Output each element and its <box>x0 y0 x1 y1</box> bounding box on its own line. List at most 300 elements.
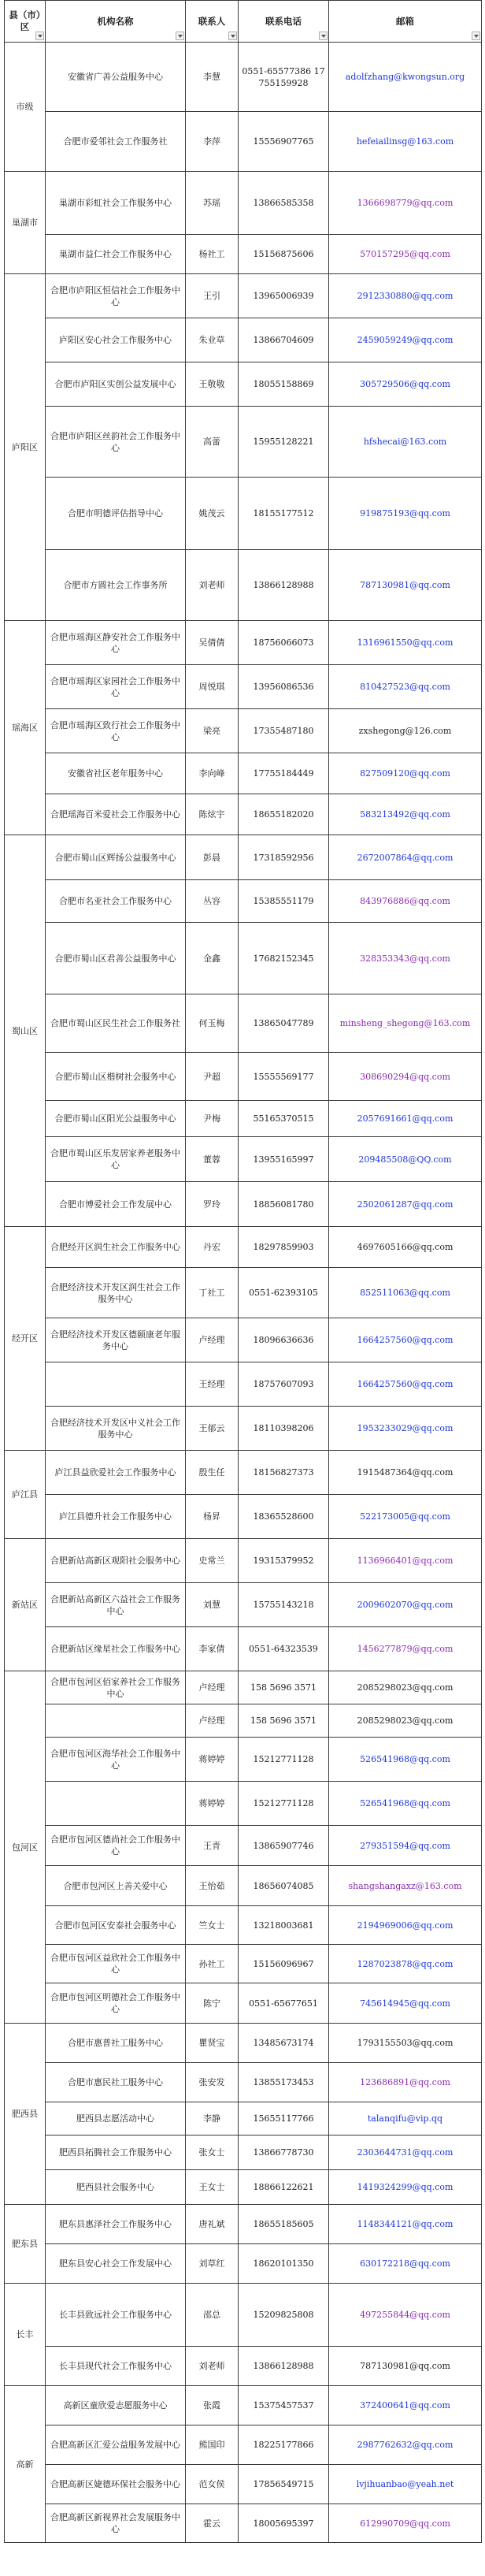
table-row <box>5 1782 482 1826</box>
contact-cell: 尹超 <box>186 1053 239 1101</box>
table-row <box>5 1983 482 2024</box>
contact-cell: 陈炫宇 <box>186 794 239 835</box>
email-link[interactable]: 328353343@qq.com <box>360 953 450 964</box>
email-cell <box>329 1945 482 1983</box>
org-name-cell: 合肥经济技术开发区德颐康老年服务中心 <box>46 1318 186 1362</box>
table-row <box>5 1906 482 1945</box>
phone-cell: 15556907765 <box>239 112 329 172</box>
email-cell <box>329 1671 482 1704</box>
table-row <box>5 753 482 794</box>
email-cell <box>329 1704 482 1738</box>
email-link[interactable]: 2672007864@qq.com <box>357 852 454 863</box>
email-cell <box>329 2205 482 2244</box>
email-text: zxshegong@126.com <box>358 726 452 736</box>
org-name-cell: 巢湖市益仁社会工作服务中心 <box>46 235 186 274</box>
region-cell: 长丰 <box>5 2284 46 2386</box>
email-link[interactable]: 1456277879@qq.com <box>357 1644 454 1654</box>
email-link[interactable]: 1148344121@qq.com <box>357 2219 454 2229</box>
phone-cell: 15955128221 <box>239 407 329 478</box>
table-row <box>5 112 482 172</box>
org-name-cell: 长丰县现代社会工作服务中心 <box>46 2347 186 2386</box>
email-cell <box>329 235 482 274</box>
contact-cell: 张女士 <box>186 2136 239 2170</box>
email-link[interactable]: 630172218@qq.com <box>360 2258 450 2269</box>
org-name-cell: 合肥高新区汇爱公益服务发展中心 <box>46 2425 186 2465</box>
phone-cell: 18655182020 <box>239 794 329 835</box>
phone-cell: 18096636636 <box>239 1318 329 1362</box>
region-cell: 新站区 <box>5 1539 46 1671</box>
email-cell <box>329 407 482 478</box>
email-text: 2085298023@qq.com <box>357 1682 454 1693</box>
contact-cell: 霍云 <box>186 2504 239 2543</box>
email-cell <box>329 835 482 880</box>
table-row <box>5 1362 482 1407</box>
table-row <box>5 709 482 753</box>
filter-dropdown-icon[interactable] <box>319 32 328 40</box>
email-link[interactable]: 2057691661@qq.com <box>357 1113 454 1124</box>
org-name-cell: 肥东县安心社会工作发展中心 <box>46 2244 186 2284</box>
org-name-cell: 合肥市包河区海华社会工作服务中心 <box>46 1738 186 1782</box>
table-header <box>5 1 482 43</box>
table-row <box>5 1671 482 1704</box>
email-cell <box>329 2244 482 2284</box>
header-org[interactable]: 机构名称 <box>46 1 186 43</box>
email-cell <box>329 1407 482 1451</box>
email-link[interactable]: 1136966401@qq.com <box>357 1556 454 1566</box>
table-row <box>5 2102 482 2136</box>
email-cell <box>329 1627 482 1671</box>
table-row <box>5 2244 482 2284</box>
phone-cell: 15156096967 <box>239 1945 329 1983</box>
email-link[interactable]: 2194969006@qq.com <box>357 1920 454 1931</box>
phone-cell: 18055158869 <box>239 362 329 407</box>
phone-cell: 13866778730 <box>239 2136 329 2170</box>
phone-cell: 18110398206 <box>239 1407 329 1451</box>
contact-cell: 唐礼斌 <box>186 2205 239 2244</box>
org-name-cell <box>46 1362 186 1407</box>
contact-cell: 陈宁 <box>186 1983 239 2024</box>
contact-cell: 吴倩倩 <box>186 621 239 665</box>
email-link[interactable]: talanqifu@vip.qq <box>367 2113 443 2124</box>
contact-cell: 卢经理 <box>186 1318 239 1362</box>
email-link[interactable]: 279351594@qq.com <box>360 1840 450 1851</box>
org-name-cell: 合肥市包河区益欣社会工作服务中心 <box>46 1945 186 1983</box>
table-row <box>5 2425 482 2465</box>
org-name-cell: 安徽省社区老年服务中心 <box>46 753 186 794</box>
org-name-cell: 合肥市爱邻社会工作服务社 <box>46 112 186 172</box>
org-name-cell: 庐江县益欣爱社会工作服务中心 <box>46 1451 186 1495</box>
phone-cell: 19315379952 <box>239 1539 329 1583</box>
email-link[interactable]: 810427523@qq.com <box>360 682 450 692</box>
phone-cell: 18155177512 <box>239 478 329 550</box>
email-link[interactable]: 843976886@qq.com <box>360 896 450 906</box>
email-cell <box>329 1495 482 1539</box>
table-row <box>5 318 482 362</box>
contact-cell: 蒋婷婷 <box>186 1782 239 1826</box>
email-link[interactable]: adolfzhang@kwongsun.org <box>345 72 465 82</box>
table-row <box>5 2284 482 2347</box>
table-row <box>5 274 482 318</box>
table-row <box>5 407 482 478</box>
email-cell <box>329 1451 482 1495</box>
phone-cell: 18365528600 <box>239 1495 329 1539</box>
email-cell <box>329 2347 482 2386</box>
contact-cell: 竺女士 <box>186 1906 239 1945</box>
contact-cell: 刘老师 <box>186 550 239 621</box>
phone-cell: 158 5696 3571 <box>239 1671 329 1704</box>
phone-cell: 17682152345 <box>239 923 329 994</box>
org-name-cell: 合肥高新区婕德环保社会服务中心 <box>46 2465 186 2504</box>
phone-cell: 17318592956 <box>239 835 329 880</box>
region-cell: 经开区 <box>5 1227 46 1451</box>
phone-cell: 15385551179 <box>239 880 329 923</box>
email-cell <box>329 2063 482 2102</box>
org-name-cell: 合肥市方圆社会工作事务所 <box>46 550 186 621</box>
org-name-cell: 合肥市蜀山区君善公益服务中心 <box>46 923 186 994</box>
email-link[interactable]: 570157295@qq.com <box>360 249 450 259</box>
email-text: 1915487364@qq.com <box>357 1467 454 1478</box>
email-link[interactable]: 583213492@qq.com <box>360 809 450 820</box>
org-name-cell: 庐阳区安心社会工作服务中心 <box>46 318 186 362</box>
contact-cell: 梁亮 <box>186 709 239 753</box>
region-cell: 瑶海区 <box>5 621 46 835</box>
contact-cell: 王郁云 <box>186 1407 239 1451</box>
email-cell <box>329 1227 482 1268</box>
phone-cell: 0551-65577386 17755159928 <box>239 43 329 112</box>
contact-cell: 邵总 <box>186 2284 239 2347</box>
email-link[interactable]: 1419324299@qq.com <box>357 2182 454 2192</box>
email-link[interactable]: 1953233029@qq.com <box>357 1423 454 1433</box>
contact-cell: 张安发 <box>186 2063 239 2102</box>
email-cell <box>329 1268 482 1318</box>
org-name-cell: 高新区童欣爱志愿服务中心 <box>46 2386 186 2425</box>
table-row <box>5 1407 482 1451</box>
org-name-cell: 合肥新站高新区观阳社会服务中心 <box>46 1539 186 1583</box>
email-cell <box>329 2170 482 2205</box>
contact-cell: 丹宏 <box>186 1227 239 1268</box>
header-contact[interactable]: 联系人 <box>186 1 239 43</box>
phone-cell: 18756066073 <box>239 621 329 665</box>
filter-dropdown-icon[interactable] <box>228 32 237 40</box>
email-link[interactable]: 852511063@qq.com <box>360 1288 450 1298</box>
table-row <box>5 2136 482 2170</box>
phone-cell: 158 5696 3571 <box>239 1704 329 1738</box>
contact-cell: 杨社工 <box>186 235 239 274</box>
region-cell: 庐阳区 <box>5 274 46 621</box>
region-cell: 蜀山区 <box>5 835 46 1227</box>
table-row <box>5 2024 482 2063</box>
table-row <box>5 1101 482 1137</box>
contact-cell: 彭晨 <box>186 835 239 880</box>
contact-cell: 史常兰 <box>186 1539 239 1583</box>
email-cell <box>329 43 482 112</box>
phone-cell: 13865047789 <box>239 994 329 1053</box>
email-link[interactable]: lvjihuanbao@yeah.net <box>356 2479 454 2489</box>
region-cell: 市级 <box>5 43 46 172</box>
phone-cell: 17755184449 <box>239 753 329 794</box>
org-name-cell: 合肥市庐阳区丝韵社会工作服务中心 <box>46 407 186 478</box>
table-row <box>5 172 482 235</box>
org-name-cell: 合肥新站高新区六益社会工作服务中心 <box>46 1583 186 1627</box>
email-link[interactable]: 1287023878@qq.com <box>357 1958 454 1969</box>
contact-cell: 张霞 <box>186 2386 239 2425</box>
email-cell <box>329 2024 482 2063</box>
table-row <box>5 923 482 994</box>
table-row <box>5 1227 482 1268</box>
org-name-cell: 合肥市蜀山区民生社会工作服务社 <box>46 994 186 1053</box>
table-row <box>5 362 482 407</box>
email-link[interactable]: 209485508@QQ.com <box>358 1154 452 1165</box>
filter-dropdown-icon[interactable] <box>472 32 480 40</box>
email-link[interactable]: 526541968@qq.com <box>360 1754 450 1764</box>
table-row <box>5 835 482 880</box>
email-link[interactable]: shangshangaxz@163.com <box>348 1880 462 1891</box>
email-link[interactable]: 1664257560@qq.com <box>357 1379 454 1389</box>
table-row <box>5 1182 482 1227</box>
email-cell <box>329 994 482 1053</box>
org-name-cell: 合肥经开区润生社会工作服务中心 <box>46 1227 186 1268</box>
email-cell <box>329 1583 482 1627</box>
contact-cell: 姚茂云 <box>186 478 239 550</box>
email-link[interactable]: 2459059249@qq.com <box>357 335 454 345</box>
phone-cell: 15375457537 <box>239 2386 329 2425</box>
table-row <box>5 550 482 621</box>
header-row <box>5 1 482 43</box>
table-row <box>5 1738 482 1782</box>
phone-cell: 18620101350 <box>239 2244 329 2284</box>
email-link[interactable]: 497255844@qq.com <box>360 2310 450 2320</box>
phone-cell: 15755143218 <box>239 1583 329 1627</box>
email-link[interactable]: 827509120@qq.com <box>360 768 450 779</box>
org-name-cell: 庐江县德升社会工作服务中心 <box>46 1495 186 1539</box>
email-cell <box>329 2386 482 2425</box>
contact-cell: 刘老师 <box>186 2347 239 2386</box>
org-name-cell: 合肥市庐阳区实创公益发展中心 <box>46 362 186 407</box>
phone-cell: 18225177866 <box>239 2425 329 2465</box>
table-row <box>5 2465 482 2504</box>
email-link[interactable]: 1316961550@qq.com <box>357 637 454 648</box>
email-cell <box>329 709 482 753</box>
table-row <box>5 1137 482 1182</box>
contact-cell: 李静 <box>186 2102 239 2136</box>
email-link[interactable]: 787130981@qq.com <box>360 580 450 590</box>
contact-cell: 熊国印 <box>186 2425 239 2465</box>
email-cell <box>329 112 482 172</box>
table-row <box>5 1495 482 1539</box>
email-link[interactable]: hfshecai@163.com <box>363 437 447 447</box>
contact-cell: 何玉梅 <box>186 994 239 1053</box>
table-row <box>5 1866 482 1906</box>
email-cell <box>329 2102 482 2136</box>
email-text: 1793155503@qq.com <box>357 2038 454 2048</box>
email-cell <box>329 1539 482 1583</box>
region-cell: 肥东县 <box>5 2205 46 2284</box>
org-name-cell: 合肥瑶海百米爱社会工作服务中心 <box>46 794 186 835</box>
email-cell <box>329 2425 482 2465</box>
phone-cell: 18297859903 <box>239 1227 329 1268</box>
table-row <box>5 1053 482 1101</box>
email-link[interactable]: 372400641@qq.com <box>360 2400 450 2411</box>
org-name-cell: 长丰县致远社会工作服务中心 <box>46 2284 186 2347</box>
contact-cell: 蒋婷婷 <box>186 1738 239 1782</box>
email-cell <box>329 1738 482 1782</box>
phone-cell: 15555569177 <box>239 1053 329 1101</box>
phone-cell: 17856549715 <box>239 2465 329 2504</box>
phone-cell: 15209825808 <box>239 2284 329 2347</box>
email-cell <box>329 880 482 923</box>
org-name-cell: 合肥市包河区上善关爱中心 <box>46 1866 186 1906</box>
phone-cell: 0551-62393105 <box>239 1268 329 1318</box>
phone-cell: 13866585358 <box>239 172 329 235</box>
contact-cell: 范女侯 <box>186 2465 239 2504</box>
header-region[interactable]: 县（市）区 <box>5 1 46 43</box>
email-link[interactable]: 2009602070@qq.com <box>357 1600 454 1610</box>
phone-cell: 13866704609 <box>239 318 329 362</box>
contact-cell: 瞿贤宝 <box>186 2024 239 2063</box>
email-cell <box>329 1362 482 1407</box>
email-text: 4697605166@qq.com <box>357 1242 454 1252</box>
email-cell <box>329 478 482 550</box>
email-link[interactable]: 123686891@qq.com <box>360 2077 450 2087</box>
email-link[interactable]: 305729506@qq.com <box>360 379 450 389</box>
table-row <box>5 1627 482 1671</box>
email-text: 787130981@qq.com <box>360 2361 450 2371</box>
phone-cell: 13485673174 <box>239 2024 329 2063</box>
contact-cell: 李家倩 <box>186 1627 239 1671</box>
org-name-cell: 合肥市惠民社工服务中心 <box>46 2063 186 2102</box>
email-link[interactable]: 2912330880@qq.com <box>357 291 454 301</box>
org-name-cell: 合肥经济技术开发区润生社会工作服务中心 <box>46 1268 186 1318</box>
contact-cell: 丁社工 <box>186 1268 239 1318</box>
table-row <box>5 1704 482 1738</box>
phone-cell: 13956086536 <box>239 665 329 709</box>
table-row <box>5 1945 482 1983</box>
table-row <box>5 665 482 709</box>
email-cell <box>329 1101 482 1137</box>
email-link[interactable]: 2303644731@qq.com <box>357 2147 454 2158</box>
email-link[interactable]: 745614945@qq.com <box>360 1998 450 2009</box>
org-name-cell: 合肥市包河区安泰社会服务中心 <box>46 1906 186 1945</box>
org-name-cell: 合肥高新区新视界社会发展服务中心 <box>46 2504 186 2543</box>
email-link[interactable]: minsheng_shegong@163.com <box>339 1018 471 1028</box>
email-link[interactable]: 2502061287@qq.com <box>357 1199 454 1210</box>
contact-cell: 王引 <box>186 274 239 318</box>
email-cell <box>329 2465 482 2504</box>
phone-cell: 13865907746 <box>239 1826 329 1866</box>
org-name-cell: 合肥市蜀山区楷树社会服务中心 <box>46 1053 186 1101</box>
email-cell <box>329 2136 482 2170</box>
org-name-cell <box>46 1782 186 1826</box>
org-name-cell: 合肥市蜀山区乐发居家养老服务中心 <box>46 1137 186 1182</box>
contact-cell: 王青 <box>186 1826 239 1866</box>
email-link[interactable]: 2987762632@qq.com <box>357 2440 454 2450</box>
org-name-cell: 合肥市瑶海区致行社会工作服务中心 <box>46 709 186 753</box>
email-cell <box>329 1182 482 1227</box>
email-cell <box>329 1318 482 1362</box>
phone-cell: 13866128988 <box>239 2347 329 2386</box>
email-cell <box>329 318 482 362</box>
region-cell: 肥西县 <box>5 2024 46 2205</box>
table-row <box>5 478 482 550</box>
email-cell <box>329 1053 482 1101</box>
phone-cell: 18655185605 <box>239 2205 329 2244</box>
org-name-cell: 合肥市瑶海区静安社会工作服务中心 <box>46 621 186 665</box>
contact-cell: 卢经理 <box>186 1704 239 1738</box>
email-cell <box>329 172 482 235</box>
contact-cell: 李慧 <box>186 43 239 112</box>
org-name-cell: 巢湖市彩虹社会工作服务中心 <box>46 172 186 235</box>
contact-cell: 刘慧 <box>186 1583 239 1627</box>
table-row <box>5 1826 482 1866</box>
email-link[interactable]: 526541968@qq.com <box>360 1798 450 1808</box>
org-name-cell: 合肥市博爱社会工作发展中心 <box>46 1182 186 1227</box>
email-link[interactable]: 1664257560@qq.com <box>357 1335 454 1345</box>
email-cell <box>329 362 482 407</box>
email-link[interactable]: 522173005@qq.com <box>360 1511 450 1522</box>
email-cell <box>329 923 482 994</box>
org-name-cell: 合肥市明德评估指导中心 <box>46 478 186 550</box>
header-email[interactable]: 邮箱 <box>329 1 482 43</box>
contact-cell: 李萍 <box>186 112 239 172</box>
org-name-cell: 合肥新站区缘星社会工作服务中心 <box>46 1627 186 1671</box>
contact-cell: 高蕾 <box>186 407 239 478</box>
email-link[interactable]: hefeiailinsg@163.com <box>356 136 454 147</box>
email-link[interactable]: 1366698779@qq.com <box>357 198 454 208</box>
contact-cell: 王女士 <box>186 2170 239 2205</box>
phone-cell: 0551-64323539 <box>239 1627 329 1671</box>
email-cell <box>329 2284 482 2347</box>
table-row <box>5 1539 482 1583</box>
contact-cell: 丛容 <box>186 880 239 923</box>
email-cell <box>329 1906 482 1945</box>
region-cell: 高新 <box>5 2386 46 2543</box>
org-name-cell: 合肥市包河区佰家养社会工作服务中心 <box>46 1671 186 1704</box>
email-cell <box>329 550 482 621</box>
contact-cell: 孙社工 <box>186 1945 239 1983</box>
filter-dropdown-icon[interactable] <box>35 32 44 40</box>
contact-cell: 王敬敬 <box>186 362 239 407</box>
phone-cell: 15212771128 <box>239 1782 329 1826</box>
email-link[interactable]: 308690294@qq.com <box>360 1071 450 1082</box>
email-text: 2085298023@qq.com <box>357 1715 454 1726</box>
org-name-cell: 合肥市蜀山区辉扬公益服务中心 <box>46 835 186 880</box>
table-row <box>5 43 482 112</box>
email-cell <box>329 1826 482 1866</box>
email-cell <box>329 1866 482 1906</box>
phone-cell: 13855173453 <box>239 2063 329 2102</box>
email-link[interactable]: 612990709@qq.com <box>360 2518 450 2529</box>
phone-cell: 18005695397 <box>239 2504 329 2543</box>
header-phone[interactable]: 联系电话 <box>239 1 329 43</box>
email-link[interactable]: 919875193@qq.com <box>360 508 450 519</box>
email-cell <box>329 1983 482 2024</box>
table-row <box>5 1268 482 1318</box>
contact-cell: 尹梅 <box>186 1101 239 1137</box>
phone-cell: 15655117766 <box>239 2102 329 2136</box>
org-name-cell: 肥西县社会服务中心 <box>46 2170 186 2205</box>
org-name-cell: 安徽省广善公益服务中心 <box>46 43 186 112</box>
region-cell: 包河区 <box>5 1671 46 2024</box>
table-row <box>5 2347 482 2386</box>
contact-cell: 王经理 <box>186 1362 239 1407</box>
contact-cell: 卢经理 <box>186 1671 239 1704</box>
table-body <box>5 43 482 2543</box>
email-cell <box>329 753 482 794</box>
phone-cell: 15212771128 <box>239 1738 329 1782</box>
filter-dropdown-icon[interactable] <box>176 32 184 40</box>
phone-cell: 18156827373 <box>239 1451 329 1495</box>
table-row <box>5 880 482 923</box>
